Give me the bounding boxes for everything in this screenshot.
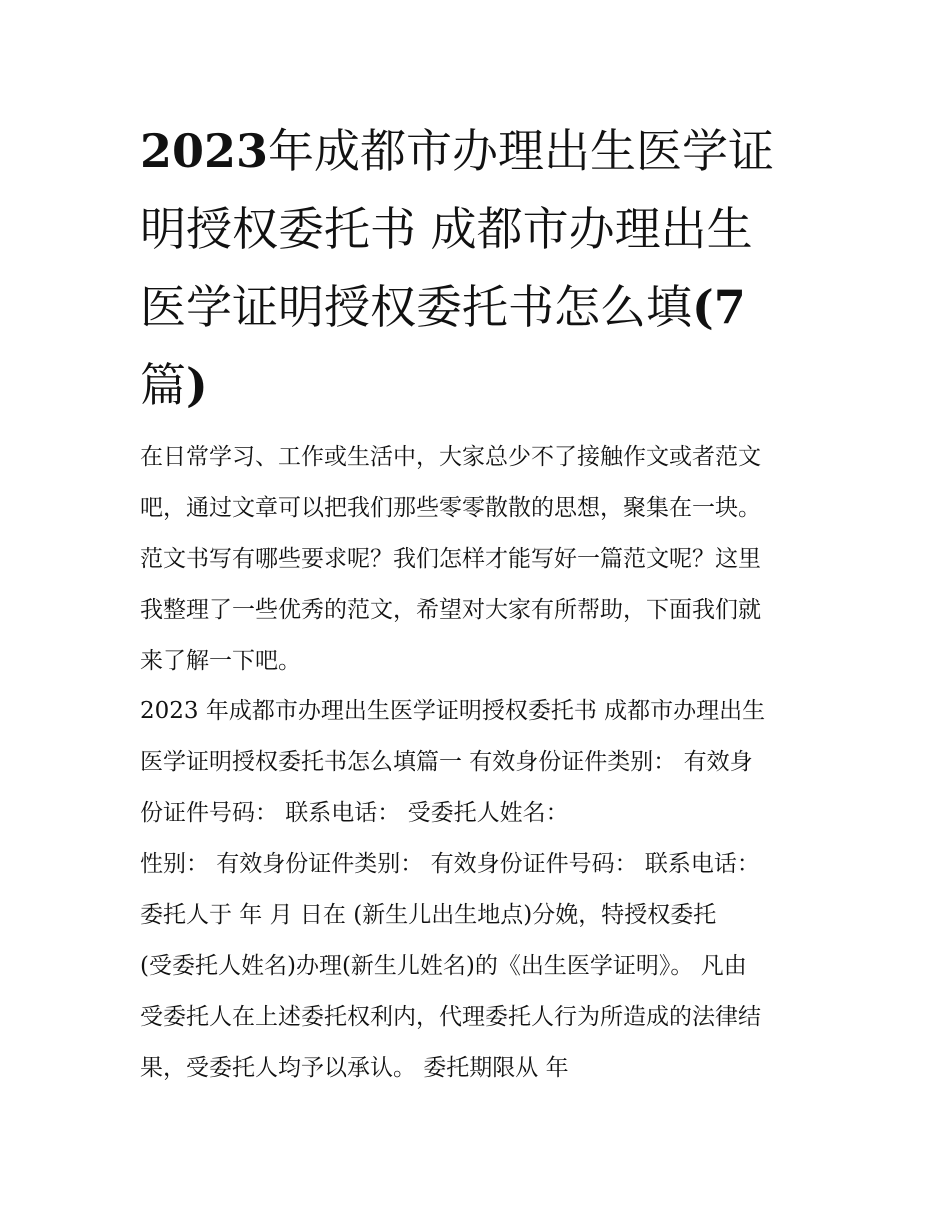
section-line: 医学证明授权委托书怎么填篇一 有效身份证件类别： 有效身 <box>140 749 753 775</box>
title-line-3 <box>140 268 820 346</box>
intro-line: 在日常学习、工作或生活中，大家总少不了接触作文或者范文 <box>140 444 761 470</box>
title-line-4 <box>140 346 820 424</box>
section-line: 果，受委托人均予以承认。 委托期限从 年 <box>140 1055 569 1081</box>
title-line-1 <box>140 112 820 190</box>
intro-line: 范文书写有哪些要求呢？我们怎样才能写好一篇范文呢？这里 <box>140 546 761 572</box>
section-line: 份证件号码： 联系电话： 受委托人姓名： <box>140 800 569 826</box>
intro-line: 吧，通过文章可以把我们那些零零散散的思想，聚集在一块。 <box>140 495 761 521</box>
document-title <box>140 112 820 424</box>
section-line: 受委托人在上述委托权利内，代理委托人行为所造成的法律结 <box>140 1004 761 1030</box>
title-line-1-text: 年成都市办理出生医学证 <box>268 124 775 178</box>
section-line: 2023 年成都市办理出生医学证明授权委托书 成都市办理出生 <box>140 698 766 724</box>
intro-line: 我整理了一些优秀的范文，希望对大家有所帮助，下面我们就 <box>140 597 761 623</box>
title-year: 2023 <box>140 124 269 178</box>
section-line: 性别： 有效身份证件类别： 有效身份证件号码： 联系电话： <box>140 851 760 877</box>
title-count-open: (7 <box>692 280 746 334</box>
section-one-paragraph <box>140 686 820 1094</box>
section-line: 委托人于 年 月 日在 (新生儿出生地点)分娩，特授权委托 <box>140 902 717 928</box>
intro-paragraph <box>140 432 820 687</box>
intro-line: 来了解一下吧。 <box>140 648 301 674</box>
title-line-3-text: 医学证明授权委托书怎么填 <box>140 280 692 334</box>
title-count-close: ) <box>186 358 208 412</box>
title-line-2: 明授权委托书 成都市办理出生 <box>140 202 753 256</box>
title-line-4-char: 篇 <box>140 358 186 412</box>
section-line: (受委托人姓名)办理(新生儿姓名)的《出生医学证明》。 凡由 <box>140 953 747 979</box>
